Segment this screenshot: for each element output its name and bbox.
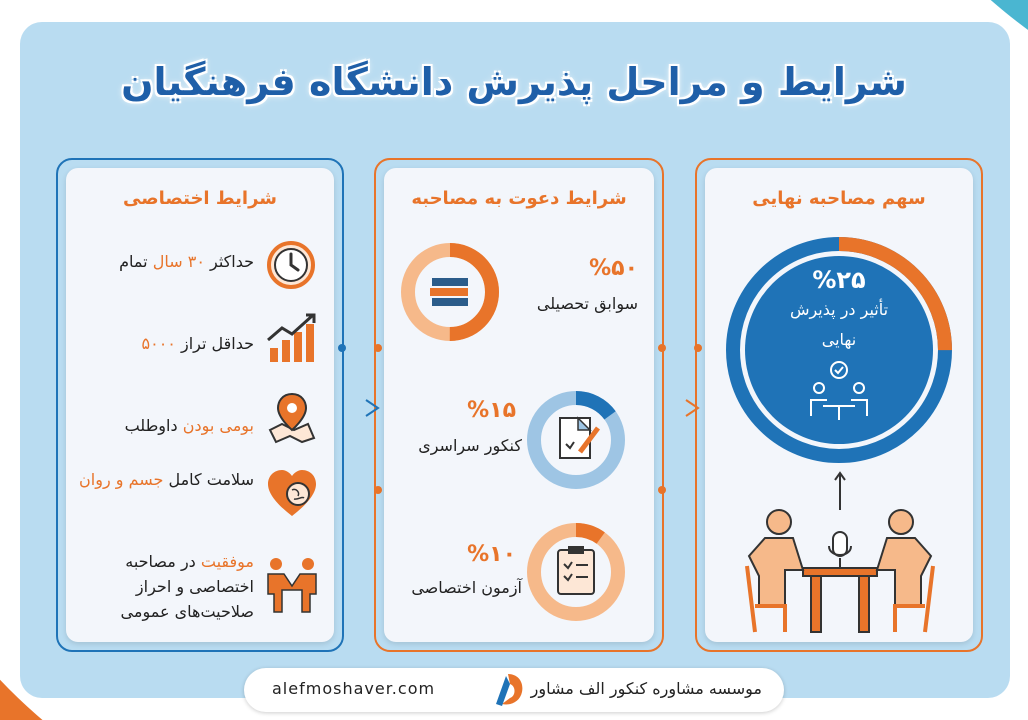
page-title: شرایط و مراحل پذیرش دانشگاه فرهنگیان <box>121 60 907 104</box>
label-final-line2: نهایی <box>821 330 857 349</box>
ring-konkur <box>524 388 628 492</box>
condition-success: موفقیت در مصاحبه اختصاصی و احراز صلاحیت‌های عمومی <box>120 552 254 621</box>
specialized-title: شرایط اختصاصی <box>123 188 277 209</box>
final-title: سهم مصاحبه نهایی <box>752 188 926 209</box>
footer-bar <box>244 668 784 712</box>
interview-title: شرایط دعوت به مصاحبه <box>411 188 627 209</box>
books-icon <box>430 278 468 306</box>
condition-native: بومی بودن داوطلب <box>124 416 254 435</box>
footer-url[interactable]: alefmoshaver.com <box>272 679 436 698</box>
footer-institute-name: موسسه مشاوره کنکور الف مشاور <box>530 679 762 698</box>
ring-specialized-exam <box>524 520 628 624</box>
heart-brain-icon <box>264 466 320 522</box>
connector-arrow-2 <box>650 340 710 500</box>
specialized-panel <box>66 168 334 642</box>
label-konkur: کنکور سراسری <box>418 436 522 455</box>
interview-illustration <box>745 506 935 636</box>
percent-konkur: %۱۵ <box>467 398 516 423</box>
alef-logo-icon <box>488 672 528 708</box>
exam-paper-icon <box>560 418 598 458</box>
clipboard-icon <box>558 546 594 594</box>
label-academic: سوابق تحصیلی <box>536 294 638 313</box>
handshake-icon <box>264 554 320 614</box>
percent-final: %۲۵ <box>812 266 866 294</box>
growth-chart-icon <box>264 310 320 366</box>
label-specialized-exam: آزمون اختصاصی <box>411 578 522 597</box>
final-panel <box>705 168 973 642</box>
ring-academic <box>398 240 502 344</box>
percent-academic: %۵۰ <box>589 256 638 281</box>
connector-arrow-1 <box>330 340 390 500</box>
interview-panel <box>384 168 654 642</box>
condition-age: حداکثر ۳۰ سال تمام <box>119 252 254 271</box>
location-map-icon <box>264 390 320 446</box>
percent-specialized-exam: %۱۰ <box>467 542 516 567</box>
label-final-line1: تأثیر در پذیرش <box>789 300 889 319</box>
condition-score: حداقل تراز ۵۰۰۰ <box>141 334 254 353</box>
condition-health: سلامت کامل جسم و روان <box>79 470 254 489</box>
clock-icon <box>264 238 318 292</box>
